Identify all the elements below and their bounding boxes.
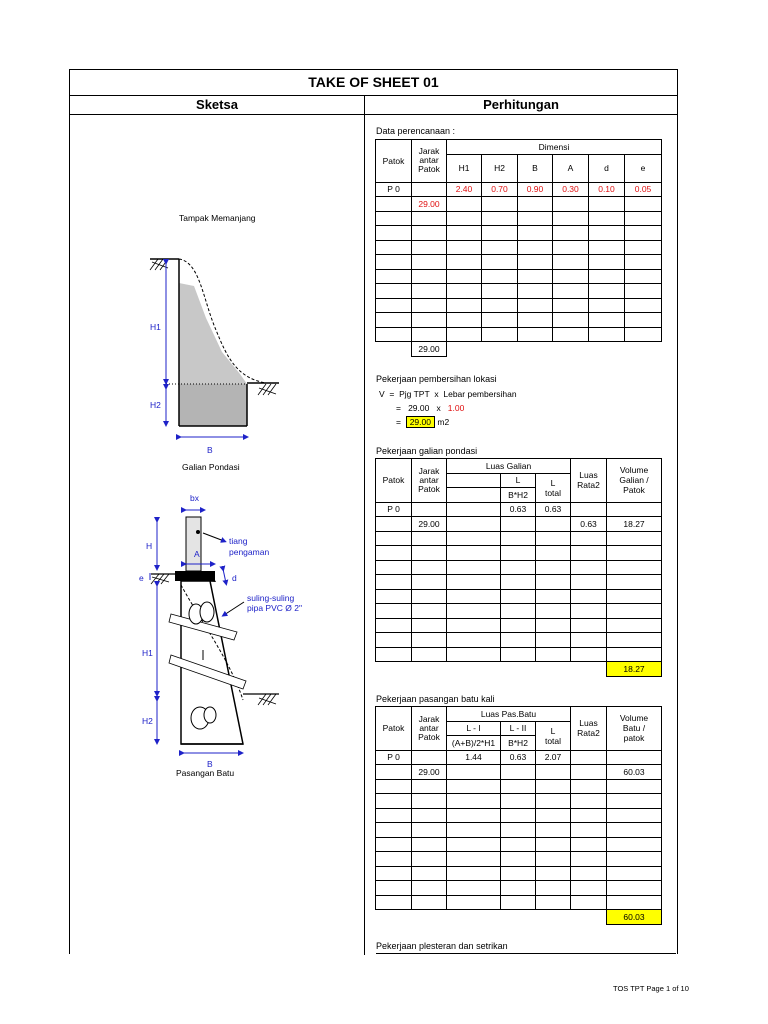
table-row-p0: P 0 (376, 750, 412, 765)
volume-galian-total: 18.27 (607, 662, 662, 677)
pasangan-label: Pekerjaan pasangan batu kali (376, 694, 495, 704)
value-d: 0.10 (589, 182, 625, 197)
col-header-l: L (501, 473, 536, 488)
luas-rata-value: 0.63 (571, 517, 607, 532)
table-row-p0: P 0 (376, 502, 412, 517)
pasangan-batu-label: Pasangan Batu (176, 768, 235, 778)
volume-galian-value: 18.27 (607, 517, 662, 532)
galian-pondasi-label: Galian Pondasi (182, 462, 240, 472)
col-header-jarak: Jarak antar Patok (412, 707, 447, 751)
suling-label-1: suling-suling (247, 593, 295, 603)
pembersihan-label: Pekerjaan pembersihan lokasi (376, 374, 497, 384)
col-header-volume: Volume Batu / patok (607, 707, 662, 751)
e-label: e (139, 573, 144, 583)
value-b: 0.90 (518, 182, 553, 197)
volume-batu-total: 60.03 (607, 910, 662, 925)
l2-value: 0.63 (501, 750, 536, 765)
col-header-jarak: Jarak antar Patok (412, 459, 447, 503)
plesteran-label: Pekerjaan plesteran dan setrikan (376, 941, 508, 951)
col-header-patok: Patok (376, 459, 412, 503)
col-header-patok: Patok (376, 140, 412, 183)
col-header-l-total: L total (536, 473, 571, 502)
h2-label-2: H2 (142, 716, 153, 726)
sketsa-header: Sketsa (70, 95, 364, 115)
jarak-total: 29.00 (412, 342, 447, 357)
b-label-1: B (207, 445, 213, 455)
l-total-value: 0.63 (536, 502, 571, 517)
bh2-value: 0.63 (501, 502, 536, 517)
jarak-value: 29.00 (412, 517, 447, 532)
dim-e: e (625, 154, 662, 182)
pembersihan-line-2: = 29.00 x 1.00 (396, 403, 465, 413)
perhitungan-header: Perhitungan (364, 95, 678, 115)
value-e: 0.05 (625, 182, 662, 197)
dim-a: A (553, 154, 589, 182)
table-row-p0: P 0 (376, 182, 412, 197)
pasangan-table (375, 706, 662, 925)
col-header-l1: L - I (447, 721, 501, 736)
col-header-l-total: L total (536, 721, 571, 750)
l1-value: 1.44 (447, 750, 501, 765)
pembersihan-line-1: V = Pjg TPT x Lebar pembersihan (379, 389, 517, 399)
galian-label: Pekerjaan galian pondasi (376, 446, 478, 456)
col-header-luas-pas-batu: Luas Pas.Batu (447, 707, 571, 722)
col-header-l2: L - II (501, 721, 536, 736)
pengaman-label: pengaman (229, 547, 270, 557)
jarak-value: 29.00 (412, 197, 447, 212)
suling-label-2: pipa PVC Ø 2" (247, 603, 302, 613)
value-h1: 2.40 (447, 182, 482, 197)
sheet-title: TAKE OF SHEET 01 (70, 70, 677, 96)
galian-table (375, 458, 662, 677)
col-header-volume: Volume Galian / Patok (607, 459, 662, 503)
value-h2: 0.70 (482, 182, 518, 197)
col-header-dimensi: Dimensi (447, 140, 662, 155)
section-underline (376, 953, 676, 954)
jarak-value: 29.00 (412, 765, 447, 780)
tampak-memanjang-label: Tampak Memanjang (179, 213, 256, 223)
a-label: A (194, 549, 200, 559)
dim-b: B (518, 154, 553, 182)
l-total-value: 2.07 (536, 750, 571, 765)
volume-batu-value: 60.03 (607, 765, 662, 780)
h1-label-2: H1 (142, 648, 153, 658)
col-header-luas-galian: Luas Galian (447, 459, 571, 474)
cross-section-sketch (150, 259, 279, 437)
dim-h2: H2 (482, 154, 518, 182)
col-header-formula-2: B*H2 (501, 736, 536, 751)
h2-label-1: H2 (150, 400, 161, 410)
page-footer: TOS TPT Page 1 of 10 (613, 984, 689, 993)
col-header-patok: Patok (376, 707, 412, 751)
dim-h1: H1 (447, 154, 482, 182)
data-perencanaan-label: Data perencanaan : (376, 126, 456, 136)
col-header-luas-rata: Luas Rata2 (571, 707, 607, 751)
h1-label-1: H1 (150, 322, 161, 332)
tiang-label: tiang (229, 536, 248, 546)
bx-label: bx (190, 493, 199, 503)
d-label: d (232, 573, 237, 583)
b-label-2: B (207, 759, 213, 769)
h-label: H (146, 541, 153, 551)
col-header-luas-rata: Luas Rata2 (571, 459, 607, 503)
value-a: 0.30 (553, 182, 589, 197)
dimensi-table (375, 139, 662, 357)
dim-d: d (589, 154, 625, 182)
pembersihan-line-3: = 29.00 m2 (396, 417, 450, 427)
col-header-formula-1: (A+B)/2*H1 (447, 736, 501, 751)
col-header-jarak: Jarak antar Patok (412, 140, 447, 183)
col-header-bh2: B*H2 (501, 488, 536, 503)
